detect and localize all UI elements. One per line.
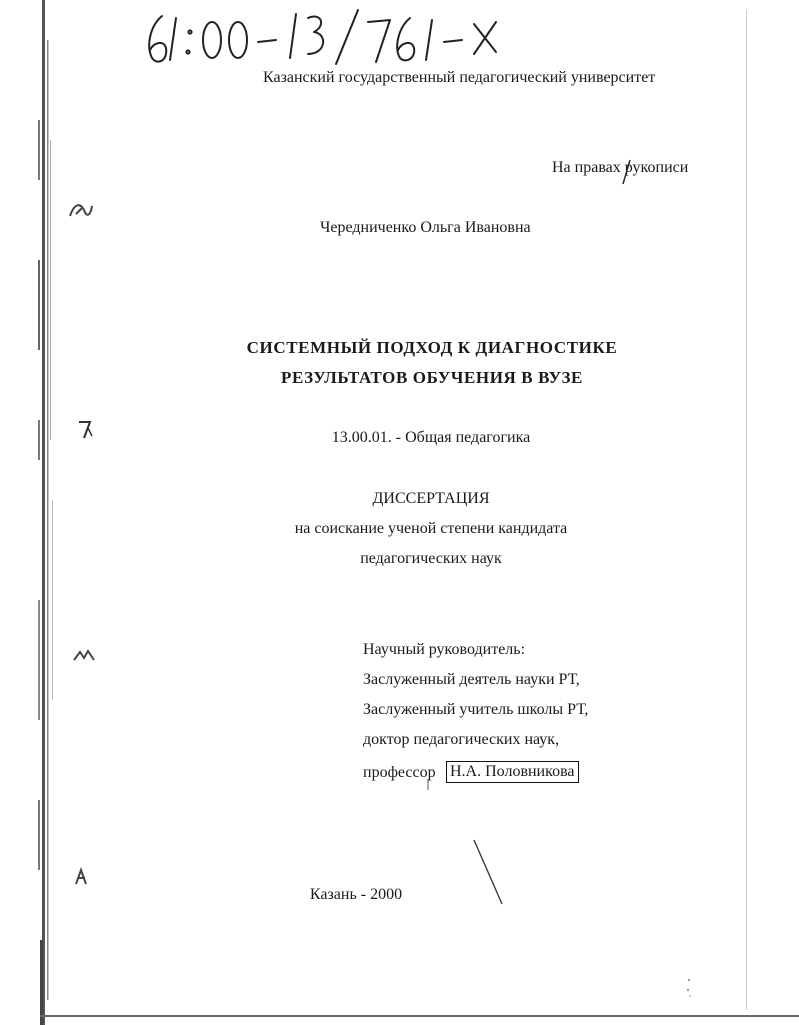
handwritten-catalog-number [140,2,520,72]
margin-mark-2 [76,418,96,442]
dissertation-title-line1: СИСТЕМНЫЙ ПОДХОД К ДИАГНОСТИКЕ [246,338,618,357]
right-edge-artifact [744,0,750,1025]
binding-edge-artifact [36,0,62,1025]
margin-mark-4 [72,866,90,888]
university-name: Казанский государственный педагогический университет [263,69,656,86]
rights-note: На правах рукописи [552,159,689,176]
document-type: ДИССЕРТАЦИЯ [372,490,490,507]
degree-line-2: педагогических наук [360,550,502,567]
degree-line-1: на соискание ученой степени кандидата [294,520,568,537]
supervisor-rank: профессор [363,764,436,781]
author-name: Чередниченко Ольга Ивановна [320,219,531,236]
place-and-year: Казань - 2000 [309,886,403,903]
dissertation-title-line2: РЕЗУЛЬТАТОВ ОБУЧЕНИЯ В ВУЗЕ [281,368,583,387]
pen-stroke-diagonal [470,838,506,908]
scan-speckle [684,976,694,1000]
supervisor-name-box [446,761,579,783]
pen-stroke-rights [620,158,632,186]
supervisor-title-2: Заслуженный учитель школы РТ, [363,701,589,718]
supervisor-title-3: доктор педагогических наук, [363,731,560,748]
margin-mark-3 [72,648,96,664]
specialty-code: 13.00.01. - Общая педагогика [331,429,531,446]
supervisor-heading: Научный руководитель: [363,641,526,658]
supervisor-name: Н.А. Половникова [450,763,575,780]
supervisor-title-1: Заслуженный деятель науки РТ, [363,671,580,688]
pen-tick [425,778,431,792]
bottom-edge-artifact [40,1012,799,1020]
margin-mark-1 [66,198,96,224]
